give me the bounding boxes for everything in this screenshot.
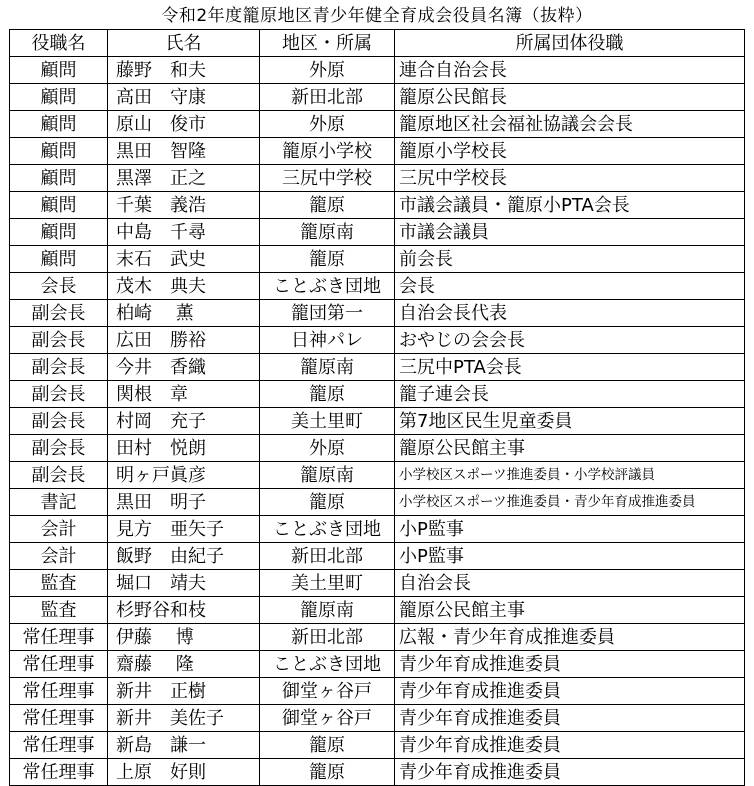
name-cell: 田村 悦朗 [108, 435, 260, 462]
role-cell: 顧問 [10, 84, 108, 111]
role-cell: 書記 [10, 489, 108, 516]
name-cell: 今井 香織 [108, 354, 260, 381]
role-cell: 顧問 [10, 246, 108, 273]
table-row [10, 462, 745, 489]
area-cell: 籠原 [260, 192, 395, 219]
table-row [10, 57, 745, 84]
role-cell: 常任理事 [10, 651, 108, 678]
table-body [10, 57, 745, 786]
table-row [10, 543, 745, 570]
area-cell: ことぶき団地 [260, 516, 395, 543]
table-row [10, 327, 745, 354]
table-row [10, 570, 745, 597]
role-cell: 監査 [10, 597, 108, 624]
name-cell: 新井 美佐子 [108, 705, 260, 732]
table-row [10, 165, 745, 192]
role-cell: 副会長 [10, 300, 108, 327]
org-position-cell: 広報・青少年育成推進委員 [395, 624, 745, 651]
name-cell: 藤野 和夫 [108, 57, 260, 84]
role-cell: 常任理事 [10, 732, 108, 759]
org-position-cell: 会長 [395, 273, 745, 300]
name-cell: 上原 好則 [108, 759, 260, 786]
name-cell: 新井 正樹 [108, 678, 260, 705]
table-row [10, 381, 745, 408]
name-cell: 見方 亜矢子 [108, 516, 260, 543]
area-cell: 新田北部 [260, 84, 395, 111]
table-row [10, 678, 745, 705]
name-cell: 齋藤 隆 [108, 651, 260, 678]
org-position-cell: 青少年育成推進委員 [395, 732, 745, 759]
area-cell: ことぶき団地 [260, 273, 395, 300]
table-row [10, 192, 745, 219]
role-cell: 副会長 [10, 408, 108, 435]
name-cell: 末石 武史 [108, 246, 260, 273]
area-cell: 新田北部 [260, 624, 395, 651]
table-row [10, 273, 745, 300]
name-cell: 黒田 智隆 [108, 138, 260, 165]
org-position-cell: 三尻中PTA会長 [395, 354, 745, 381]
name-cell: 堀口 靖夫 [108, 570, 260, 597]
name-cell: 村岡 充子 [108, 408, 260, 435]
table-row [10, 732, 745, 759]
role-cell: 顧問 [10, 219, 108, 246]
header-name: 氏名 [108, 30, 260, 57]
org-position-cell: 籠子連会長 [395, 381, 745, 408]
role-cell: 顧問 [10, 192, 108, 219]
org-position-cell: 連合自治会長 [395, 57, 745, 84]
area-cell: 美土里町 [260, 570, 395, 597]
role-cell: 副会長 [10, 381, 108, 408]
table-row [10, 300, 745, 327]
area-cell: 新田北部 [260, 543, 395, 570]
role-cell: 常任理事 [10, 759, 108, 786]
name-cell: 中島 千尋 [108, 219, 260, 246]
area-cell: 外原 [260, 435, 395, 462]
header-org-position: 所属団体役職 [395, 30, 745, 57]
role-cell: 会長 [10, 273, 108, 300]
role-cell: 副会長 [10, 435, 108, 462]
table-row [10, 516, 745, 543]
table-row [10, 651, 745, 678]
org-position-cell: 小P監事 [395, 516, 745, 543]
area-cell: 籠原 [260, 732, 395, 759]
role-cell: 副会長 [10, 354, 108, 381]
table-row [10, 246, 745, 273]
role-cell: 常任理事 [10, 678, 108, 705]
org-position-cell: おやじの会会長 [395, 327, 745, 354]
area-cell: 籠原 [260, 759, 395, 786]
name-cell: 広田 勝裕 [108, 327, 260, 354]
org-position-cell: 籠原公民館主事 [395, 435, 745, 462]
name-cell: 茂木 典夫 [108, 273, 260, 300]
org-position-cell: 三尻中学校長 [395, 165, 745, 192]
area-cell: 御堂ヶ谷戸 [260, 678, 395, 705]
org-position-cell: 小学校区スポーツ推進委員・小学校評議員 [395, 462, 745, 489]
table-row [10, 138, 745, 165]
org-position-cell: 小P監事 [395, 543, 745, 570]
area-cell: 三尻中学校 [260, 165, 395, 192]
table-row [10, 354, 745, 381]
org-position-cell: 市議会議員・籠原小PTA会長 [395, 192, 745, 219]
name-cell: 杉野谷和枝 [108, 597, 260, 624]
area-cell: 籠原 [260, 246, 395, 273]
org-position-cell: 自治会長 [395, 570, 745, 597]
role-cell: 副会長 [10, 462, 108, 489]
name-cell: 千葉 義浩 [108, 192, 260, 219]
area-cell: 籠団第一 [260, 300, 395, 327]
table-row [10, 111, 745, 138]
table-row [10, 219, 745, 246]
table-row [10, 489, 745, 516]
area-cell: 御堂ヶ谷戸 [260, 705, 395, 732]
name-cell: 新島 謙一 [108, 732, 260, 759]
role-cell: 顧問 [10, 111, 108, 138]
org-position-cell: 籠原小学校長 [395, 138, 745, 165]
org-position-cell: 市議会議員 [395, 219, 745, 246]
table-row [10, 759, 745, 786]
name-cell: 伊藤 博 [108, 624, 260, 651]
org-position-cell: 小学校区スポーツ推進委員・青少年育成推進委員 [395, 489, 745, 516]
area-cell: 籠原南 [260, 354, 395, 381]
role-cell: 顧問 [10, 57, 108, 84]
org-position-cell: 籠原公民館主事 [395, 597, 745, 624]
area-cell: 籠原 [260, 489, 395, 516]
header-area: 地区・所属 [260, 30, 395, 57]
role-cell: 常任理事 [10, 705, 108, 732]
role-cell: 会計 [10, 543, 108, 570]
table-row [10, 84, 745, 111]
name-cell: 黒田 明子 [108, 489, 260, 516]
area-cell: 日神パレ [260, 327, 395, 354]
table-row [10, 597, 745, 624]
org-position-cell: 青少年育成推進委員 [395, 651, 745, 678]
role-cell: 副会長 [10, 327, 108, 354]
table-header-row [10, 30, 745, 57]
role-cell: 会計 [10, 516, 108, 543]
role-cell: 顧問 [10, 165, 108, 192]
table-row [10, 705, 745, 732]
name-cell: 飯野 由紀子 [108, 543, 260, 570]
org-position-cell: 前会長 [395, 246, 745, 273]
role-cell: 常任理事 [10, 624, 108, 651]
name-cell: 明ヶ戸眞彦 [108, 462, 260, 489]
name-cell: 高田 守康 [108, 84, 260, 111]
name-cell: 黒澤 正之 [108, 165, 260, 192]
area-cell: 籠原南 [260, 462, 395, 489]
table-row [10, 435, 745, 462]
area-cell: 籠原小学校 [260, 138, 395, 165]
org-position-cell: 青少年育成推進委員 [395, 759, 745, 786]
area-cell: 籠原南 [260, 597, 395, 624]
org-position-cell: 青少年育成推進委員 [395, 705, 745, 732]
org-position-cell: 自治会長代表 [395, 300, 745, 327]
name-cell: 関根 章 [108, 381, 260, 408]
name-cell: 原山 俊市 [108, 111, 260, 138]
org-position-cell: 第7地区民生児童委員 [395, 408, 745, 435]
area-cell: 美土里町 [260, 408, 395, 435]
area-cell: 外原 [260, 57, 395, 84]
role-cell: 顧問 [10, 138, 108, 165]
name-cell: 柏崎 薫 [108, 300, 260, 327]
page-title: 令和2年度籠原地区青少年健全育成会役員名簿（抜粋） [161, 6, 593, 26]
header-role: 役職名 [10, 30, 108, 57]
table-row [10, 408, 745, 435]
area-cell: 籠原南 [260, 219, 395, 246]
area-cell: 外原 [260, 111, 395, 138]
org-position-cell: 青少年育成推進委員 [395, 678, 745, 705]
officer-roster-table [9, 29, 745, 786]
area-cell: ことぶき団地 [260, 651, 395, 678]
table-row [10, 624, 745, 651]
org-position-cell: 籠原地区社会福祉協議会会長 [395, 111, 745, 138]
area-cell: 籠原 [260, 381, 395, 408]
org-position-cell: 籠原公民館長 [395, 84, 745, 111]
role-cell: 監査 [10, 570, 108, 597]
